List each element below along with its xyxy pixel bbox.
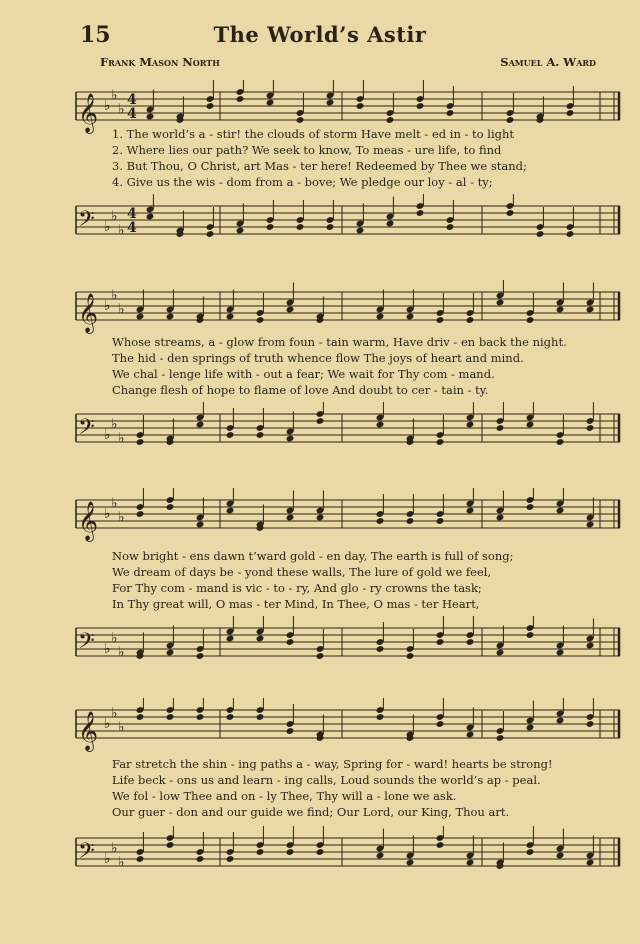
note-head [566, 230, 575, 238]
note-head [136, 855, 145, 863]
note-head [166, 713, 175, 721]
note-head [286, 306, 295, 314]
lyricist-credit: Frank Mason North [100, 55, 220, 69]
note-head [586, 521, 595, 529]
note-head [196, 652, 205, 660]
note-head [466, 859, 475, 867]
flat-icon: ♭ [111, 705, 118, 722]
flat-icon: ♭ [104, 506, 111, 522]
flat-icon: ♭ [104, 427, 111, 443]
lyric-line: 2. Where lies our path? We seek to know, To meas - ure life, to find [112, 143, 502, 157]
time-signature-icon: 4 [127, 220, 137, 236]
time-signature-icon: 4 [127, 206, 137, 222]
composer-credit: Samuel A. Ward [500, 55, 596, 69]
note-head [166, 649, 175, 657]
flat-icon: ♭ [111, 495, 118, 512]
note-head [406, 517, 415, 525]
note-head [236, 95, 245, 103]
note-head [286, 727, 295, 735]
staff-lines [70, 826, 622, 888]
staff-lines [70, 488, 622, 550]
note-head [196, 713, 205, 721]
note-head [376, 421, 385, 429]
treble-clef-icon: 𝄞 [78, 93, 99, 133]
flat-icon: ♭ [118, 644, 125, 661]
note-head [526, 848, 535, 856]
note-head [196, 521, 205, 529]
lyric-line: Whose streams, a - glow from foun - tain warm, Have driv - en back the night. [112, 335, 567, 349]
note-head [226, 635, 235, 643]
flat-icon: ♭ [104, 98, 111, 114]
staff-lines [70, 280, 622, 342]
note-head [496, 514, 505, 522]
note-head [256, 431, 265, 439]
note-head [316, 417, 325, 425]
note-head [416, 209, 425, 217]
note-head [256, 316, 265, 324]
lyric-line: 3. But Thou, O Christ, art Mas - ter here! Redeemed by Thee we stand; [112, 159, 527, 173]
note-head [466, 638, 475, 646]
note-head [286, 638, 295, 646]
note-head [226, 713, 235, 721]
flat-icon: ♭ [118, 719, 125, 736]
lyric-line: Our guer - don and our guide we find; Our Lord, our King, Thou art. [112, 805, 510, 819]
note-head [226, 855, 235, 863]
note-head [356, 102, 365, 110]
note-head [436, 638, 445, 646]
note-head [236, 227, 245, 235]
bass-staff-1 [70, 194, 622, 256]
treble-clef-icon: 𝄞 [78, 293, 99, 333]
bass-clef-icon: 𝄢 [78, 207, 95, 237]
flat-icon: ♭ [118, 222, 125, 239]
note-head [226, 313, 235, 321]
note-head [356, 227, 365, 235]
note-head [556, 852, 565, 860]
bass-staff-2 [70, 402, 622, 464]
flat-icon: ♭ [111, 287, 118, 304]
flat-icon: ♭ [111, 840, 118, 857]
note-head [406, 859, 415, 867]
note-head [556, 649, 565, 657]
note-head [256, 713, 265, 721]
note-head [506, 209, 515, 217]
note-head [206, 102, 215, 110]
hymn-title: The World’s Astir [213, 22, 427, 47]
note-head [316, 514, 325, 522]
lyric-line: 4. Give us the wis - dom from a - bove; We pledge our loy - al - ty; [112, 175, 493, 189]
note-head [266, 223, 275, 231]
time-signature-icon: 4 [127, 92, 137, 108]
note-head [446, 223, 455, 231]
treble-clef-icon: 𝄞 [78, 711, 99, 751]
note-head [166, 313, 175, 321]
note-head [556, 306, 565, 314]
treble-clef-icon: 𝄞 [78, 501, 99, 541]
flat-icon: ♭ [111, 87, 118, 104]
note-head [436, 316, 445, 324]
note-head [496, 649, 505, 657]
note-head [436, 841, 445, 849]
note-head [196, 855, 205, 863]
note-head [316, 848, 325, 856]
lyric-line: In Thy great will, O mas - ter Mind, In Thee, O mas - ter Heart, [112, 597, 480, 611]
bass-staff-3 [70, 616, 622, 678]
note-head [556, 717, 565, 725]
note-head [296, 116, 305, 124]
staff-lines [70, 616, 622, 678]
time-signature-icon: 4 [127, 106, 137, 122]
note-head [226, 507, 235, 515]
note-head [466, 316, 475, 324]
bass-clef-icon: 𝄢 [78, 629, 95, 659]
note-head [556, 507, 565, 515]
lyric-line: Life beck - ons us and learn - ing calls, Loud sounds the world’s ap - peal. [112, 773, 541, 787]
page-number: 15 [80, 22, 111, 48]
note-head [586, 642, 595, 650]
treble-staff-3 [70, 488, 622, 550]
note-head [326, 223, 335, 231]
note-head [286, 514, 295, 522]
note-head [376, 713, 385, 721]
note-head [496, 424, 505, 432]
note-head [196, 421, 205, 429]
note-head [406, 313, 415, 321]
note-head [136, 438, 145, 446]
note-head [136, 510, 145, 518]
flat-icon: ♭ [111, 630, 118, 647]
flat-icon: ♭ [118, 509, 125, 526]
note-head [526, 631, 535, 639]
note-head [466, 507, 475, 515]
note-head [436, 720, 445, 728]
note-head [376, 517, 385, 525]
note-head [466, 421, 475, 429]
note-head [526, 503, 535, 511]
note-head [166, 503, 175, 511]
note-head [526, 316, 535, 324]
lyric-line: We fol - low Thee and on - ly Thee, Thy will a - lone we ask. [112, 789, 457, 803]
note-head [526, 724, 535, 732]
note-head [226, 431, 235, 439]
note-head [586, 306, 595, 314]
bass-clef-icon: 𝄢 [78, 839, 95, 869]
note-head [166, 841, 175, 849]
note-head [466, 731, 475, 739]
note-head [586, 424, 595, 432]
note-head [326, 99, 335, 107]
note-head [496, 299, 505, 307]
note-head [526, 421, 535, 429]
treble-staff-2 [70, 280, 622, 342]
note-head [136, 713, 145, 721]
note-head [376, 313, 385, 321]
flat-icon: ♭ [104, 851, 111, 867]
note-head [436, 517, 445, 525]
bass-clef-icon: 𝄢 [78, 415, 95, 445]
note-head [416, 102, 425, 110]
note-head [406, 652, 415, 660]
bass-staff-4 [70, 826, 622, 888]
flat-icon: ♭ [104, 298, 111, 314]
note-head [376, 852, 385, 860]
note-head [266, 99, 275, 107]
note-head [496, 734, 505, 742]
note-head [506, 116, 515, 124]
note-head [146, 213, 155, 221]
lyric-line: We chal - lenge life with - out a fear; We wait for Thy com - mand. [112, 367, 495, 381]
note-head [296, 223, 305, 231]
note-head [566, 109, 575, 117]
lyric-line: The hid - den springs of truth whence flow The joys of heart and mind. [112, 351, 524, 365]
note-head [446, 109, 455, 117]
note-head [256, 635, 265, 643]
flat-icon: ♭ [104, 716, 111, 732]
note-head [206, 230, 215, 238]
treble-staff-4 [70, 698, 622, 760]
note-head [386, 220, 395, 228]
staff-lines [70, 194, 622, 256]
note-head [586, 720, 595, 728]
flat-icon: ♭ [111, 208, 118, 225]
lyric-line: Change flesh of hope to flame of love And doubt to cer - tain - ty. [112, 383, 489, 397]
note-head [146, 113, 155, 121]
flat-icon: ♭ [118, 101, 125, 118]
lyric-line: Far stretch the shin - ing paths a - way, Spring for - ward! hearts be strong! [112, 757, 553, 771]
note-head [386, 116, 395, 124]
staff-lines [70, 402, 622, 464]
flat-icon: ♭ [118, 301, 125, 318]
lyric-line: For Thy com - mand is vic - to - ry, And glo - ry crowns the task; [112, 581, 482, 595]
note-head [286, 848, 295, 856]
lyric-line: Now bright - ens dawn t’ward gold - en day, The earth is full of song; [112, 549, 514, 563]
flat-icon: ♭ [111, 416, 118, 433]
note-head [586, 859, 595, 867]
note-head [286, 435, 295, 443]
lyric-line: We dream of days be - yond these walls, The lure of gold we feel, [112, 565, 492, 579]
note-head [136, 313, 145, 321]
flat-icon: ♭ [104, 641, 111, 657]
flat-icon: ♭ [104, 219, 111, 235]
note-head [436, 438, 445, 446]
note-head [536, 230, 545, 238]
note-head [316, 652, 325, 660]
note-head [256, 848, 265, 856]
flat-icon: ♭ [118, 854, 125, 871]
staff-lines [70, 698, 622, 760]
note-head [556, 438, 565, 446]
note-head [376, 645, 385, 653]
lyric-line: 1. The world’s a - stir! the clouds of storm Have melt - ed in - to light [112, 127, 515, 141]
flat-icon: ♭ [118, 430, 125, 447]
